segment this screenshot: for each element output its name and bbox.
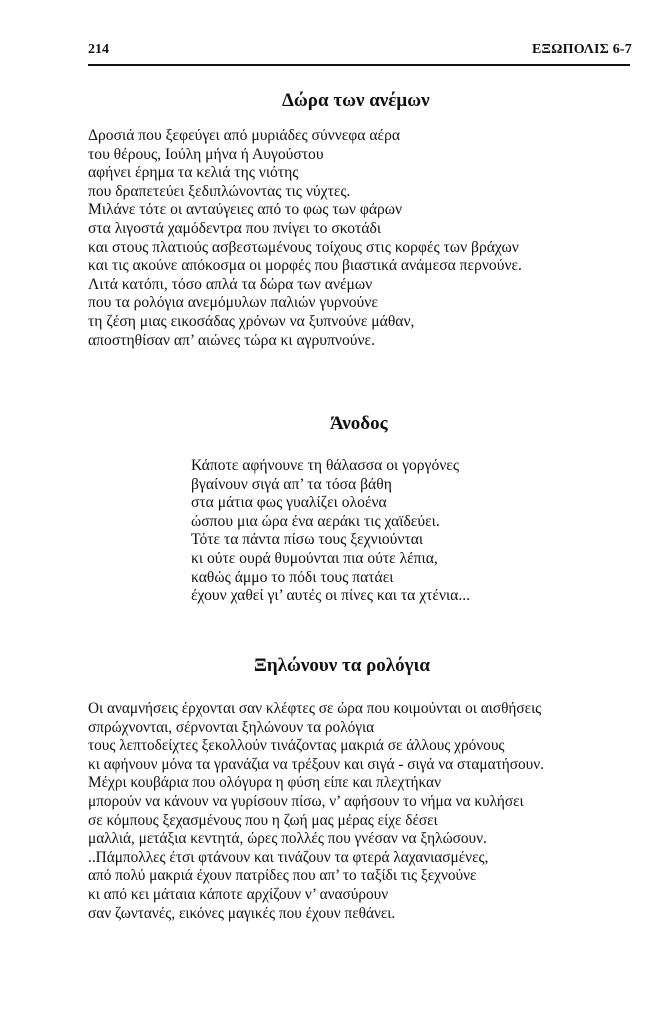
poem-line: που τα ρολόγια ανεμόμυλων παλιών γυρνούνε xyxy=(88,294,378,312)
poem-line: ώσπου μια ώρα ένα αεράκι τις χαϊδεύει. xyxy=(191,512,440,530)
poem-line: καθώς άμμο το πόδι τους πατάει xyxy=(191,568,394,586)
poem-line: Δροσιά που ξεφεύγει από μυριάδες σύννεφα αέρα xyxy=(88,127,401,144)
poem-title: Άνοδος xyxy=(330,413,388,434)
running-head: ΕΞΩΠΟΛΙΣ 6-7 xyxy=(532,42,632,57)
poem-body xyxy=(191,457,470,606)
poem-line: έχουν χαθεί γι’ αυτές οι πίνες και τα χτένια... xyxy=(191,587,471,605)
poem-line: Οι αναμνήσεις έρχονται σαν κλέφτες σε ώρα που κοιμούνται οι αισθήσεις xyxy=(88,700,542,717)
poem-line: του θέρους, Ιούλη μήνα ή Αυγούστου xyxy=(88,145,324,163)
poem-line: Λιτά κατόπι, τόσο απλά τα δώρα των ανέμων xyxy=(88,275,373,293)
poem-body xyxy=(88,700,544,923)
header-rule xyxy=(88,64,630,66)
poem-body xyxy=(88,127,522,350)
poem-line: και στους πλατιούς ασβεστωμένους τοίχους στις κορφές των βράχων xyxy=(88,238,519,256)
poem-line: στα μάτια φως γυαλίζει ολοένα xyxy=(191,494,387,512)
poem-line: ..Πάμπολλες έτσι φτάνουν και τινάζουν τα φτερά λαχανιασμένες, xyxy=(88,848,489,866)
poem-line: τους λεπτοδείχτες ξεκολλούν τινάζοντας μακριά σε άλλους χρόνους xyxy=(88,737,505,755)
poem-line: μπορούν να κάνουν να γυρίσουν πίσω, ν’ αφήσουν το νήμα να κυλήσει xyxy=(88,792,524,810)
poem-line: βγαίνουν σιγά απ’ τα τόσα βάθη xyxy=(191,475,392,493)
poem-line: αποστηθίσαν απ’ αιώνες τώρα κι αγρυπνούνε. xyxy=(88,331,375,349)
poem-line: σαν ζωντανές, εικόνες μαγικές που έχουν πεθάνει. xyxy=(88,904,396,922)
poem-line: από πολύ μακριά έχουν πατρίδες που απ’ το ταξίδι τις ξεχνούνε xyxy=(88,867,477,885)
poem-line: κι ούτε ουρά θυμούνται πια ούτε λέπια, xyxy=(191,549,438,567)
poem-line: κι από κει μάταια κάποτε αρχίζουν ν’ ανασύρουν xyxy=(88,885,389,903)
poem-line: σπρώχνονται, σέρνονται ξηλώνουν τα ρολόγια xyxy=(88,718,375,736)
poem-line: στα λιγοστά χαμόδεντρα που πνίγει το σκοτάδι xyxy=(88,219,382,237)
poem-line: Μιλάνε τότε οι ανταύγειες από το φως των φάρων xyxy=(88,201,403,219)
poem-line: που δραπετεύει ξεδιπλώνοντας τις νύχτες. xyxy=(88,182,351,200)
poem-line: σε κόμπους ξεχασμένους που η ζωή μας μέρας είχε δέσει xyxy=(88,811,438,829)
poem-line: Κάποτε αφήνουνε τη θάλασσα οι γοργόνες xyxy=(191,457,460,474)
poem-line: Τότε τα πάντα πίσω τους ξεχνιούνται xyxy=(191,531,424,549)
page-header xyxy=(88,42,632,64)
poem-line: Μέχρι κουβάρια που ολόγυρα η φύση είπε και πλεχτήκαν xyxy=(88,774,441,792)
poem-title: Ξηλώνουν τα ρολόγια xyxy=(254,655,430,676)
poem-title: Δώρα των ανέμων xyxy=(282,90,430,111)
poem-line: τη ζέση μιας εικοσάδας χρόνων να ξυπνούνε μάθαν, xyxy=(88,312,415,330)
poem-line: κι αφήνουν μόνα τα γρανάζια να τρέξουν και σιγά - σιγά να σταματήσουν. xyxy=(88,755,544,773)
poem-line: και τις ακούνε απόκοσμα οι μορφές που βιαστικά ανάμεσα περνούνε. xyxy=(88,257,522,275)
page-number: 214 xyxy=(88,42,109,57)
poem-line: μαλλιά, μετάξια κεντητά, ώρες πολλές που γνέσαν να ξηλώσουν. xyxy=(88,830,487,848)
poem-line: αφήνει έρημα τα κελιά της νιότης xyxy=(88,164,299,182)
